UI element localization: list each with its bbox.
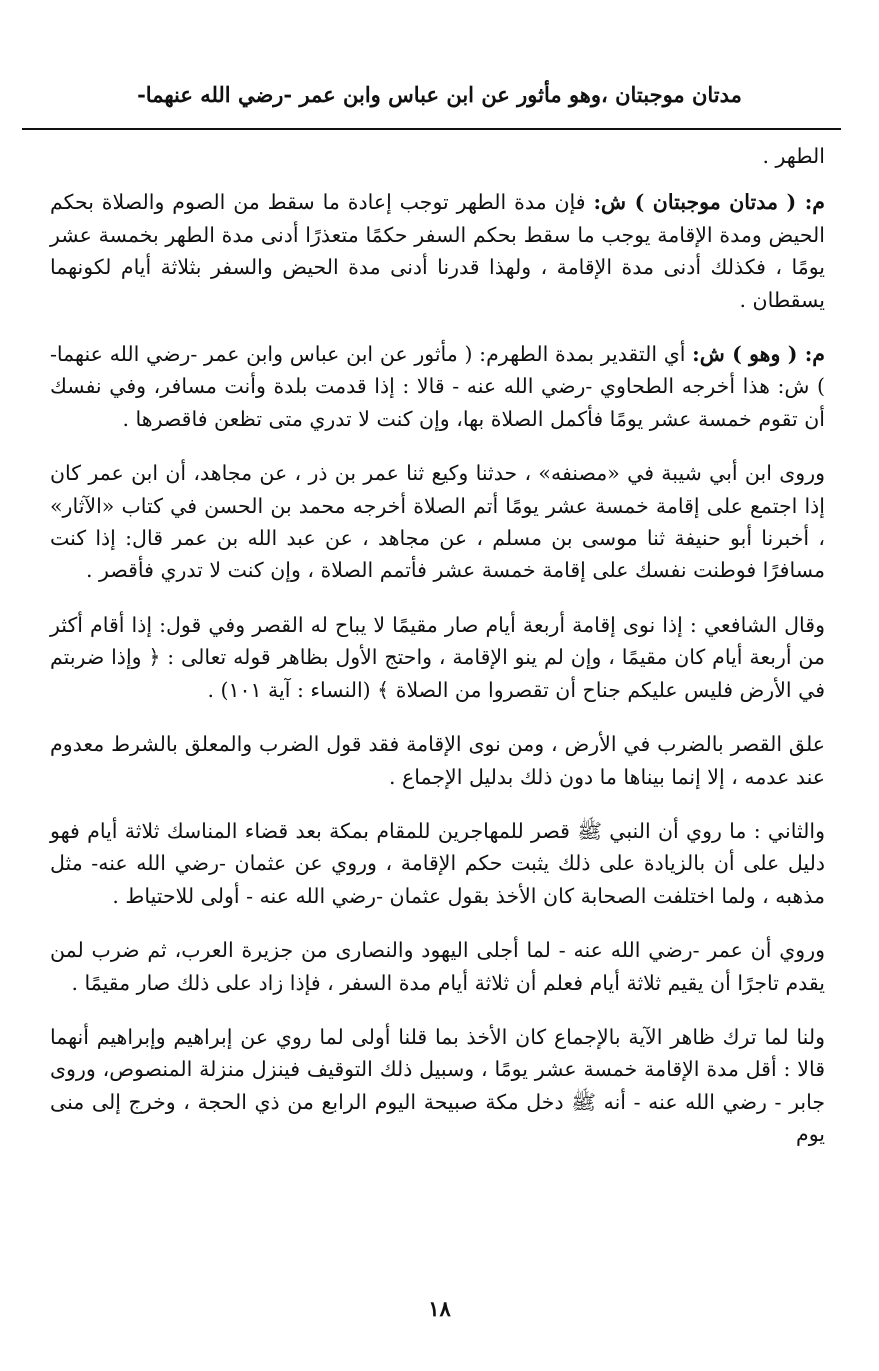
paragraph	[50, 186, 825, 316]
page-number: ١٨	[428, 1296, 451, 1321]
header-divider	[22, 128, 841, 130]
paragraph	[50, 728, 825, 793]
paragraph-text: فإن مدة الطهر توجب إعادة ما سقط من الصوم والصلاة بحكم الحيض ومدة الإقامة يوجب ما سقط بحكم السفر حكمًا متعذرًا أدنى مدة الطهر بخمسة عشر يومًا ، فكذلك أدنى مدة الإقامة ، ولهذا قدرنا أدنى مدة الحيض والسفر بثلاثة أيام لكونهما يسقطان .	[50, 190, 825, 312]
paragraph	[50, 1021, 825, 1151]
paragraph	[50, 934, 825, 999]
paragraph-text: والثاني : ما روي أن النبي ﷺ قصر للمهاجرين للمقام بمكة بعد قضاء المناسك ثلاثة أيام فهو دليل على أن بالزيادة على ذلك يثبت حكم الإقامة ، وروي عن عثمان -رضي الله عنه- مثل مذهبه ، ولما اختلفت الصحابة كان الأخذ بقول عثمان -رضي الله عنه - أولى للاحتياط .	[50, 818, 825, 908]
paragraph-text: وروي أن عمر -رضي الله عنه - لما أجلى اليهود والنصارى من جزيرة العرب، ثم ضرب لمن يقدم تاجرًا أن يقيم ثلاثة أيام فعلم أن ثلاثة أيام مدة السفر ، فإذا زاد على ذلك صار مقيمًا .	[50, 938, 825, 995]
paragraph	[50, 338, 825, 435]
page-body	[50, 140, 825, 1173]
paragraph-lead: م: ( وهو ) ش:	[692, 342, 825, 367]
paragraph-text: ولنا لما ترك ظاهر الآية بالإجماع كان الأخذ بما قلنا أولى لما روي عن إبراهيم وإبراهيم أنهما قالا : أقل مدة الإقامة خمسة عشر يومًا ، وسبيل ذلك التوقيف فينزل منزلة المنصوص، وروى جابر - رضي الله عنه - أنه ﷺ دخل مكة صبيحة اليوم الرابع من ذي الحجة ، وخرج إلى منى يوم	[50, 1024, 825, 1147]
paragraph-text: الطهر .	[762, 144, 825, 168]
paragraph	[50, 609, 825, 706]
paragraph-text: أي التقدير بمدة الطهرم: ( مأثور عن ابن عباس وابن عمر -رضي الله عنهما- ) ش: هذا أخرجه الطحاوي -رضي الله عنه - قالا : إذا قدمت بلدة وأنت مسافر، وفي نفسك أن تقوم خمسة عشر يومًا فأكمل الصلاة بها، وإن كنت لا تدري متى تظعن فاقصرها .	[50, 342, 825, 431]
paragraph-lead: م: ( مدتان موجبتان ) ش:	[593, 190, 825, 215]
page-header: مدتان موجبتان ،وهو مأثور عن ابن عباس وابن عمر -رضي الله عنهما-	[137, 82, 742, 107]
paragraph-text: وقال الشافعي : إذا نوى إقامة أربعة أيام صار مقيمًا لا يباح له القصر وفي قول: إذا أقام أكثر من أربعة أيام كان مقيمًا ، وإن لم ينو الإقامة ، واحتج الأول بظاهر قوله تعالى : ﴿ وإذا ضربتم في الأرض فليس عليكم جناح أن تقصروا من الصلاة ﴾ (النساء : آية ١٠١) .	[50, 612, 825, 702]
paragraph-text: وروى ابن أبي شيبة في «مصنفه» ، حدثنا وكيع ثنا عمر بن ذر ، عن مجاهد، أن ابن عمر كان إذا اجتمع على إقامة خمسة عشر يومًا أتم الصلاة أخرجه محمد بن الحسن في كتاب «الآثار» ، أخبرنا أبو حنيفة ثنا موسى بن مسلم ، عن مجاهد ، عن عبد الله بن عمر قال: إذا كنت مسافرًا فوطنت نفسك على إقامة خمسة عشر فأتمم الصلاة ، وإن كنت لا تدري فأقصر .	[50, 461, 825, 583]
paragraph	[50, 140, 825, 172]
paragraph	[50, 457, 825, 587]
paragraph	[50, 815, 825, 912]
paragraph-text: علق القصر بالضرب في الأرض ، ومن نوى الإقامة فقد قول الضرب والمعلق بالشرط معدوم عند عدمه ، إلا إنما بيناها ما دون ذلك بدليل الإجماع .	[50, 732, 825, 789]
